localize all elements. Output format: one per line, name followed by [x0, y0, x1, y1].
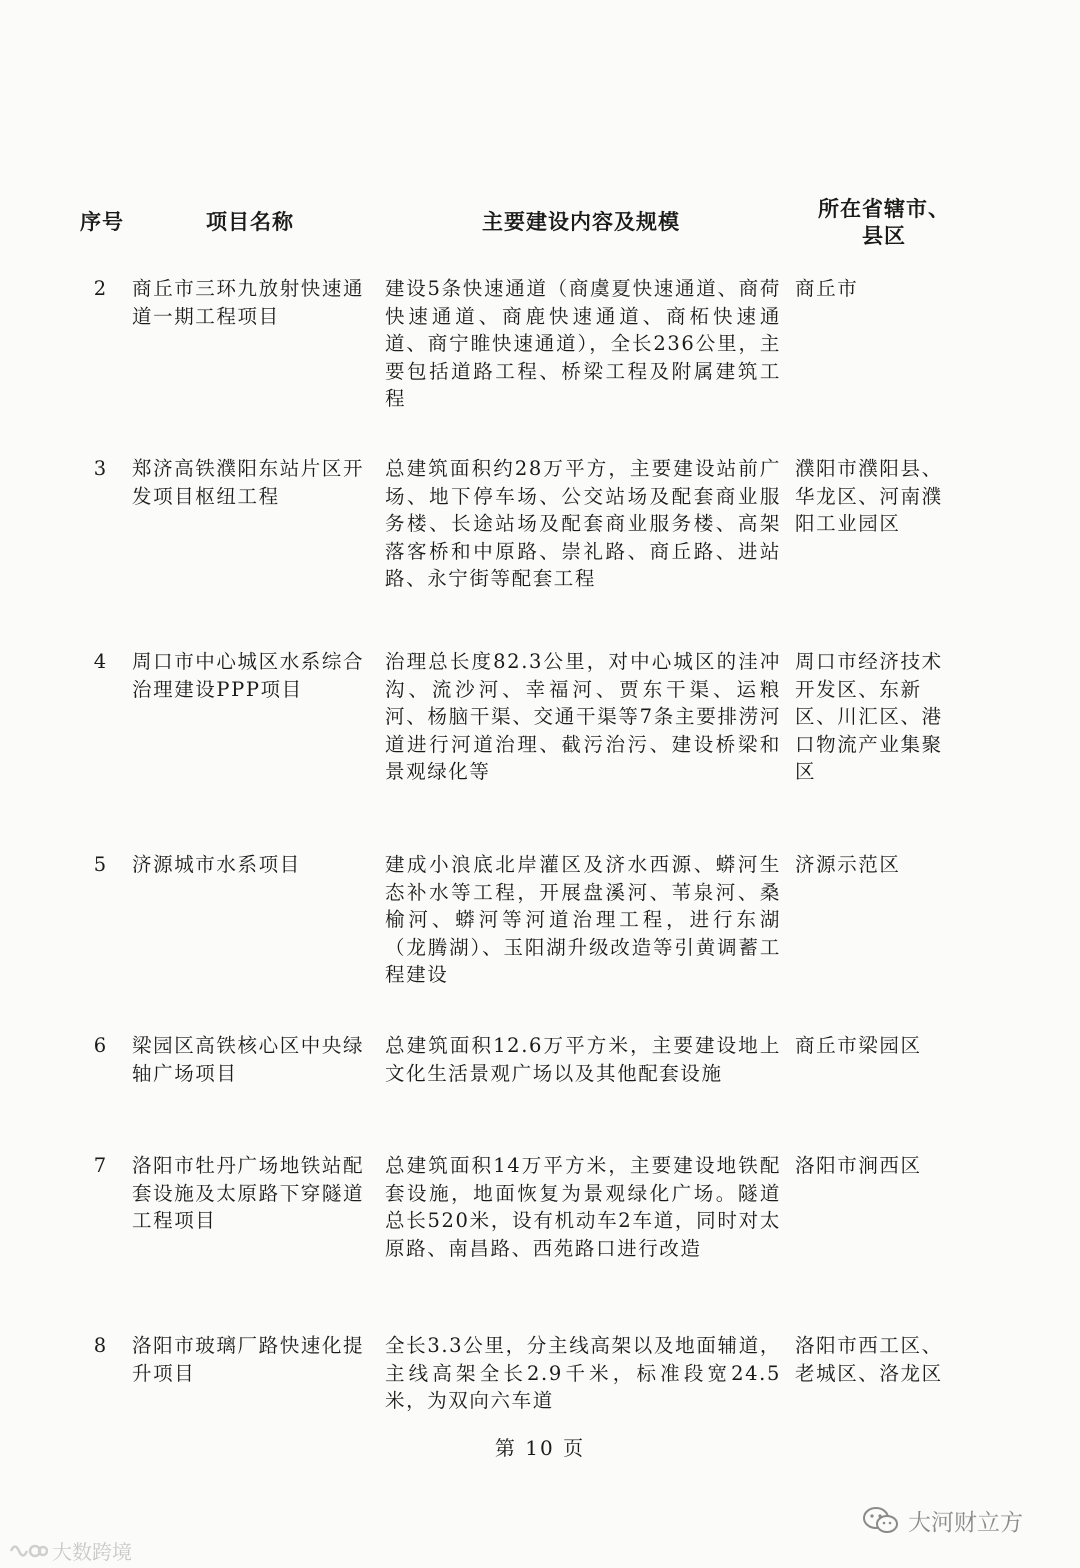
project-content: 总建筑面积约28万平方，主要建设站前广场、地下停车场、公交站场及配套商业服务楼、长途站场及配套商业服务楼、高架落客桥和中原路、崇礼路、商丘路、进站路、永宁街等配套工程	[385, 457, 781, 590]
project-content: 建设5条快速通道（商虞夏快速通道、商荷快速通道、商鹿快速通道、商柘快速通道、商宁睢快速通道），全长236公里，主要包括道路工程、桥梁工程及附属建筑工程	[385, 277, 781, 410]
project-name: 周口市中心城区水系综合治理建设PPP项目	[132, 650, 365, 701]
header-name: 项目名称	[206, 210, 294, 234]
project-content: 治理总长度82.3公里，对中心城区的洼冲沟、流沙河、幸福河、贾东干渠、运粮河、杨脑干渠、交通干渠等7条主要排涝河道进行河道治理、截污治污、建设桥梁和景观绿化等	[385, 650, 781, 783]
project-name: 梁园区高铁核心区中央绿轴广场项目	[132, 1034, 365, 1085]
project-location: 商丘市	[795, 277, 859, 300]
project-location: 济源示范区	[795, 853, 901, 876]
header-location-line1: 所在省辖市、	[818, 197, 950, 221]
project-location: 洛阳市涧西区	[795, 1154, 922, 1177]
project-name: 商丘市三环九放射快速通道一期工程项目	[132, 277, 365, 328]
row-number: 5	[93, 853, 107, 876]
watermark-right	[862, 1504, 1023, 1537]
row-number: 2	[93, 277, 107, 300]
project-content: 建成小浪底北岸灌区及济水西源、蟒河生态补水等工程，开展盘溪河、苇泉河、桑榆河、蟒河等河道治理工程，进行东湖（龙腾湖）、玉阳湖升级改造等引黄调蓄工程建设	[385, 853, 781, 986]
page-number: 第 10 页	[494, 1436, 586, 1460]
brand-logo-icon	[8, 1540, 48, 1562]
project-location: 濮阳市濮阳县、华龙区、河南濮阳工业园区	[795, 457, 943, 535]
row-number: 3	[93, 457, 107, 480]
watermark-left	[8, 1536, 132, 1565]
project-location: 洛阳市西工区、老城区、洛龙区	[795, 1334, 943, 1385]
project-content: 总建筑面积12.6万平方米，主要建设地上文化生活景观广场以及其他配套设施	[385, 1034, 781, 1085]
project-name: 洛阳市玻璃厂路快速化提升项目	[132, 1334, 365, 1385]
header-location	[814, 196, 954, 250]
project-location: 周口市经济技术开发区、东新区、川汇区、港口物流产业集聚区	[795, 650, 943, 783]
row-number: 6	[93, 1034, 107, 1057]
header-seq: 序号	[80, 210, 124, 234]
header-content: 主要建设内容及规模	[482, 210, 680, 234]
header-location-line2: 县区	[862, 224, 906, 248]
project-name: 洛阳市牡丹广场地铁站配套设施及太原路下穿隧道工程项目	[132, 1154, 365, 1232]
row-number: 4	[93, 650, 107, 673]
watermark-right-text: 大河财立方	[908, 1510, 1023, 1536]
row-number: 8	[93, 1334, 107, 1357]
project-location: 商丘市梁园区	[795, 1034, 922, 1057]
project-name: 济源城市水系项目	[132, 853, 301, 876]
row-number: 7	[93, 1154, 107, 1177]
project-name: 郑济高铁濮阳东站片区开发项目枢纽工程	[132, 457, 365, 508]
watermark-left-text: 大数跨境	[52, 1540, 132, 1564]
wechat-icon	[862, 1505, 900, 1537]
project-content: 总建筑面积14万平方米，主要建设地铁配套设施，地面恢复为景观绿化广场。隧道总长520米，设有机动车2车道，同时对太原路、南昌路、西苑路口进行改造	[385, 1154, 781, 1260]
project-content: 全长3.3公里，分主线高架以及地面辅道，主线高架全长2.9千米，标准段宽24.5米，为双向六车道	[385, 1334, 781, 1412]
